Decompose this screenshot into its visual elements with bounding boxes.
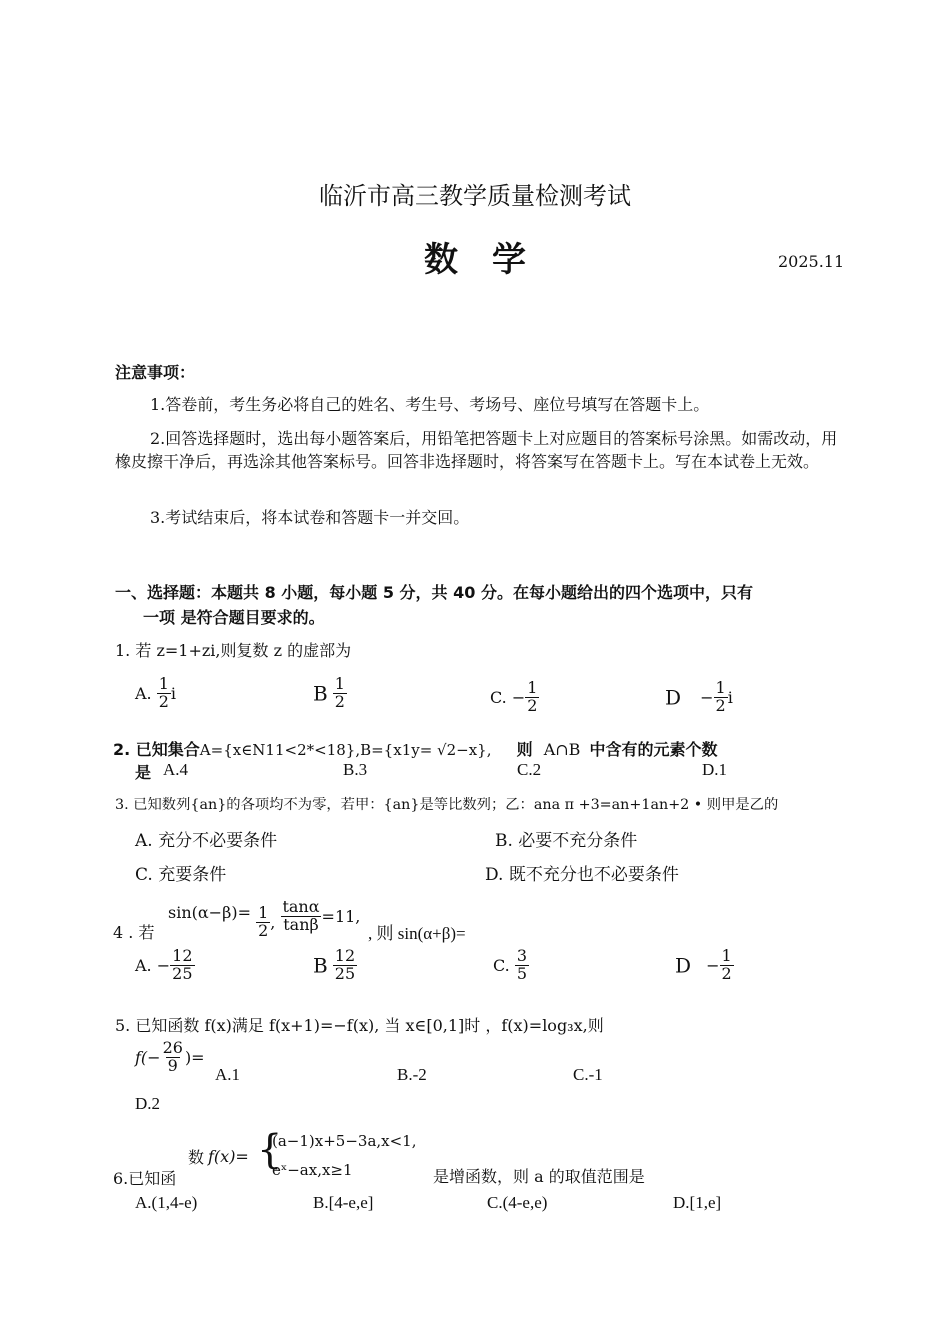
q2-option-d[interactable]: D.1 [702, 760, 728, 779]
q5-option-d[interactable]: D.2 [135, 1094, 161, 1113]
frac-num: 1 [334, 674, 345, 693]
minus-sign: − [700, 687, 714, 707]
frac-den: 2 [721, 963, 732, 983]
q6-option-a[interactable]: A.(1,4-e) [135, 1193, 198, 1212]
q1-option-a[interactable] [135, 676, 176, 711]
q1-option-b[interactable] [313, 676, 347, 711]
q6-shu: 数 [188, 1148, 205, 1167]
question-5-stem: 5. 已知函数 f(x)满足 f(x+1)=−f(x), 当 x∈[0,1]时 ，f(x)=log₃x,则 [115, 1016, 604, 1035]
q6-option-c[interactable]: C.(4-e,e) [487, 1193, 548, 1212]
frac-num: 12 [334, 946, 356, 965]
f-open: f(− [135, 1047, 161, 1067]
option-label: A. [135, 683, 152, 703]
equals-eleven: =11, [321, 906, 361, 926]
q4-option-c[interactable] [493, 948, 529, 983]
section-heading-line-1: 一、选择题：本题共 8 小题，每小题 5 分，共 40 分。在每小题给出的四个选项中，只有 [115, 583, 753, 602]
q2-suffix: 中含有的元素个数 [589, 740, 718, 759]
frac-den: tanβ [283, 914, 319, 934]
option-label: C. [490, 687, 507, 707]
frac-num: 1 [527, 678, 538, 697]
q2-sets: A={x∈N11<2*<18},B={x1y= √2−x}, [199, 741, 492, 759]
imag-unit: i [170, 683, 177, 703]
option-label: C. [493, 955, 510, 975]
frac-num: 1 [258, 903, 269, 922]
sin-expression: sin(α−β)= [168, 902, 251, 922]
frac-den: 2 [158, 691, 169, 711]
minus-sign: − [511, 687, 526, 707]
q6-case-2: eˣ−ax,x≥1 [272, 1161, 353, 1179]
q6-fx: f(x)= [208, 1147, 249, 1166]
q5-option-a[interactable]: A.1 [215, 1065, 241, 1084]
subject-title: 数 学 [424, 240, 526, 280]
option-label: B [313, 681, 328, 706]
frac-num: 3 [516, 946, 528, 965]
frac-den: 2 [334, 691, 345, 711]
section-heading-line-2: 一项 是符合题目要求的。 [143, 608, 325, 627]
notes-item-1: 1.答卷前，考生务必将自己的姓名、考生号、考场号、座位号填写在答题卡上。 [150, 395, 710, 414]
q5-expression [135, 1040, 205, 1075]
q4-option-a[interactable] [135, 948, 195, 983]
q1-option-d[interactable] [665, 680, 733, 715]
minus-sign: − [156, 955, 171, 975]
frac-den: 2 [258, 920, 269, 940]
q4-option-b[interactable] [313, 948, 357, 983]
question-2-stem [113, 737, 718, 760]
q2-option-b[interactable]: B.3 [343, 760, 368, 779]
frac-den: 25 [334, 963, 356, 983]
minus-sign: − [706, 955, 720, 975]
notes-heading: 注意事项： [115, 363, 196, 382]
frac-den: 2 [527, 695, 538, 715]
imag-unit: i [727, 687, 733, 707]
q3-option-b[interactable]: B. 必要不充分条件 [495, 831, 638, 851]
option-label: B [313, 953, 328, 978]
question-3-stem: 3. 已知数列{an}的各项均不为零，若甲：{an}是等比数列；乙：ana π +3=an+1an+2 • 则甲是乙的 [115, 797, 779, 813]
q6-case-1: (a−1)x+5−3a,x<1, [272, 1132, 417, 1150]
q2-line2-prefix: 是 [135, 763, 152, 782]
q2-option-c[interactable]: C.2 [517, 760, 542, 779]
q6-suffix: 是增函数，则 a 的取值范围是 [433, 1167, 645, 1186]
option-label: D [665, 685, 682, 710]
q5-option-c[interactable]: C.-1 [573, 1065, 603, 1084]
frac-num: 1 [158, 674, 169, 693]
q2-then: 则 [516, 740, 533, 759]
notes-item-2: 2.回答选择题时，选出每小题答案后，用铅笔把答题卡上对应题目的答案标号涂黑。如需改动，用橡皮擦干净后，再选涂其他答案标号。回答非选择题时，将答案写在答题卡上。写在本试卷上无效。 [115, 429, 838, 471]
frac-den: 5 [516, 963, 528, 983]
q3-option-a[interactable]: A. 充分不必要条件 [135, 831, 278, 851]
exam-title: 临沂市高三教学质量检测考试 [319, 182, 631, 210]
frac-den: 9 [167, 1055, 178, 1075]
q2-option-a[interactable]: A.4 [163, 760, 189, 779]
q5-option-b[interactable]: B.-2 [397, 1065, 427, 1084]
exam-date: 2025.11 [778, 252, 845, 271]
q4-prefix: 4 . 若 [113, 923, 155, 942]
option-label: A. [135, 955, 152, 975]
q6-option-d[interactable]: D.[1,e] [673, 1193, 722, 1212]
frac-num: 26 [162, 1038, 183, 1057]
comma: , [270, 912, 276, 932]
q2-prefix: 2. 已知集合 [113, 740, 200, 759]
frac-den: 2 [715, 695, 726, 715]
frac-num: 1 [715, 678, 726, 697]
q4-suffix: , 则 sin(α+β)= [368, 924, 466, 943]
q4-option-d[interactable] [675, 948, 734, 983]
q1-option-c[interactable] [490, 680, 539, 715]
frac-num: 12 [172, 946, 193, 965]
question-1-stem: 1. 若 z=1+zi,则复数 z 的虚部为 [115, 641, 352, 660]
frac-den: 25 [172, 963, 193, 983]
q6-option-b[interactable]: B.[4-e,e] [313, 1193, 374, 1212]
q6-prefix: 6.已知函 [113, 1169, 177, 1188]
option-label: D [675, 953, 692, 978]
notes-item-3: 3.考试结束后，将本试卷和答题卡一并交回。 [150, 508, 470, 527]
q2-intersection: A∩B [543, 740, 581, 759]
frac-num: tanα [282, 897, 320, 916]
f-close: )= [184, 1047, 205, 1067]
q4-formula [168, 897, 361, 940]
frac-num: 1 [721, 946, 732, 965]
piecewise-brace: { [257, 1127, 283, 1173]
q3-option-d[interactable]: D. 既不充分也不必要条件 [485, 865, 679, 885]
q3-option-c[interactable]: C. 充要条件 [135, 865, 227, 885]
